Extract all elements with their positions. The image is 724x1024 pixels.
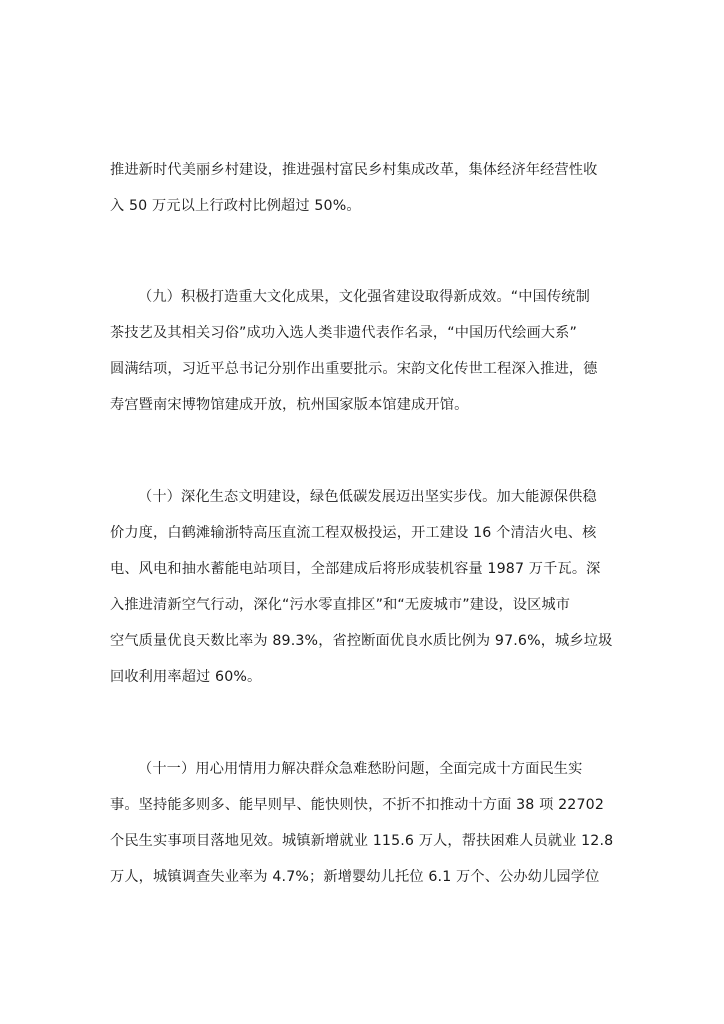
text-line: 推进新时代美丽乡村建设，推进强村富民乡村集成改革，集体经济年经营性收 xyxy=(110,162,598,178)
text-line: 圆满结项，习近平总书记分别作出重要批示。宋韵文化传世工程深入推进，德 xyxy=(110,361,598,377)
text-line: 事。坚持能多则多、能早则早、能快则快，不折不扣推动十方面 38 项 22702 xyxy=(110,797,605,813)
text-line: （十）深化生态文明建设，绿色低碳发展迈出坚实步伐。加大能源保供稳 xyxy=(138,489,597,505)
text-line: （十一）用心用情用力解决群众急难愁盼问题，全面完成十方面民生实 xyxy=(138,761,583,777)
text-line: 回收利用率超过 60%。 xyxy=(110,669,262,685)
text-line: 万人，城镇调查失业率为 4.7%；新增婴幼儿托位 6.1 万个、公办幼儿园学位 xyxy=(110,869,600,885)
text-line: 空气质量优良天数比率为 89.3%，省控断面优良水质比例为 97.6%，城乡垃圾 xyxy=(110,633,613,649)
text-line: （九）积极打造重大文化成果，文化强省建设取得新成效。“中国传统制 xyxy=(138,289,590,305)
text-line: 寿宫暨南宋博物馆建成开放，杭州国家版本馆建成开馆。 xyxy=(110,397,469,413)
text-line: 入 50 万元以上行政村比例超过 50%。 xyxy=(110,198,361,214)
text-line: 价力度，白鹤滩输浙特高压直流工程双极投运，开工建设 16 个清洁火电、核 xyxy=(110,525,597,541)
text-line: 入推进清新空气行动，深化“污水零直排区”和“无废城市”建设，设区城市 xyxy=(110,597,571,613)
text-line: 电、风电和抽水蓄能电站项目，全部建成后将形成装机容量 1987 万千瓦。深 xyxy=(110,561,601,577)
text-line: 茶技艺及其相关习俗”成功入选人类非遗代表作名录，“中国历代绘画大系” xyxy=(110,325,577,341)
text-line: 个民生实事项目落地见效。城镇新增就业 115.6 万人，帮扶困难人员就业 12.8 xyxy=(110,833,614,849)
